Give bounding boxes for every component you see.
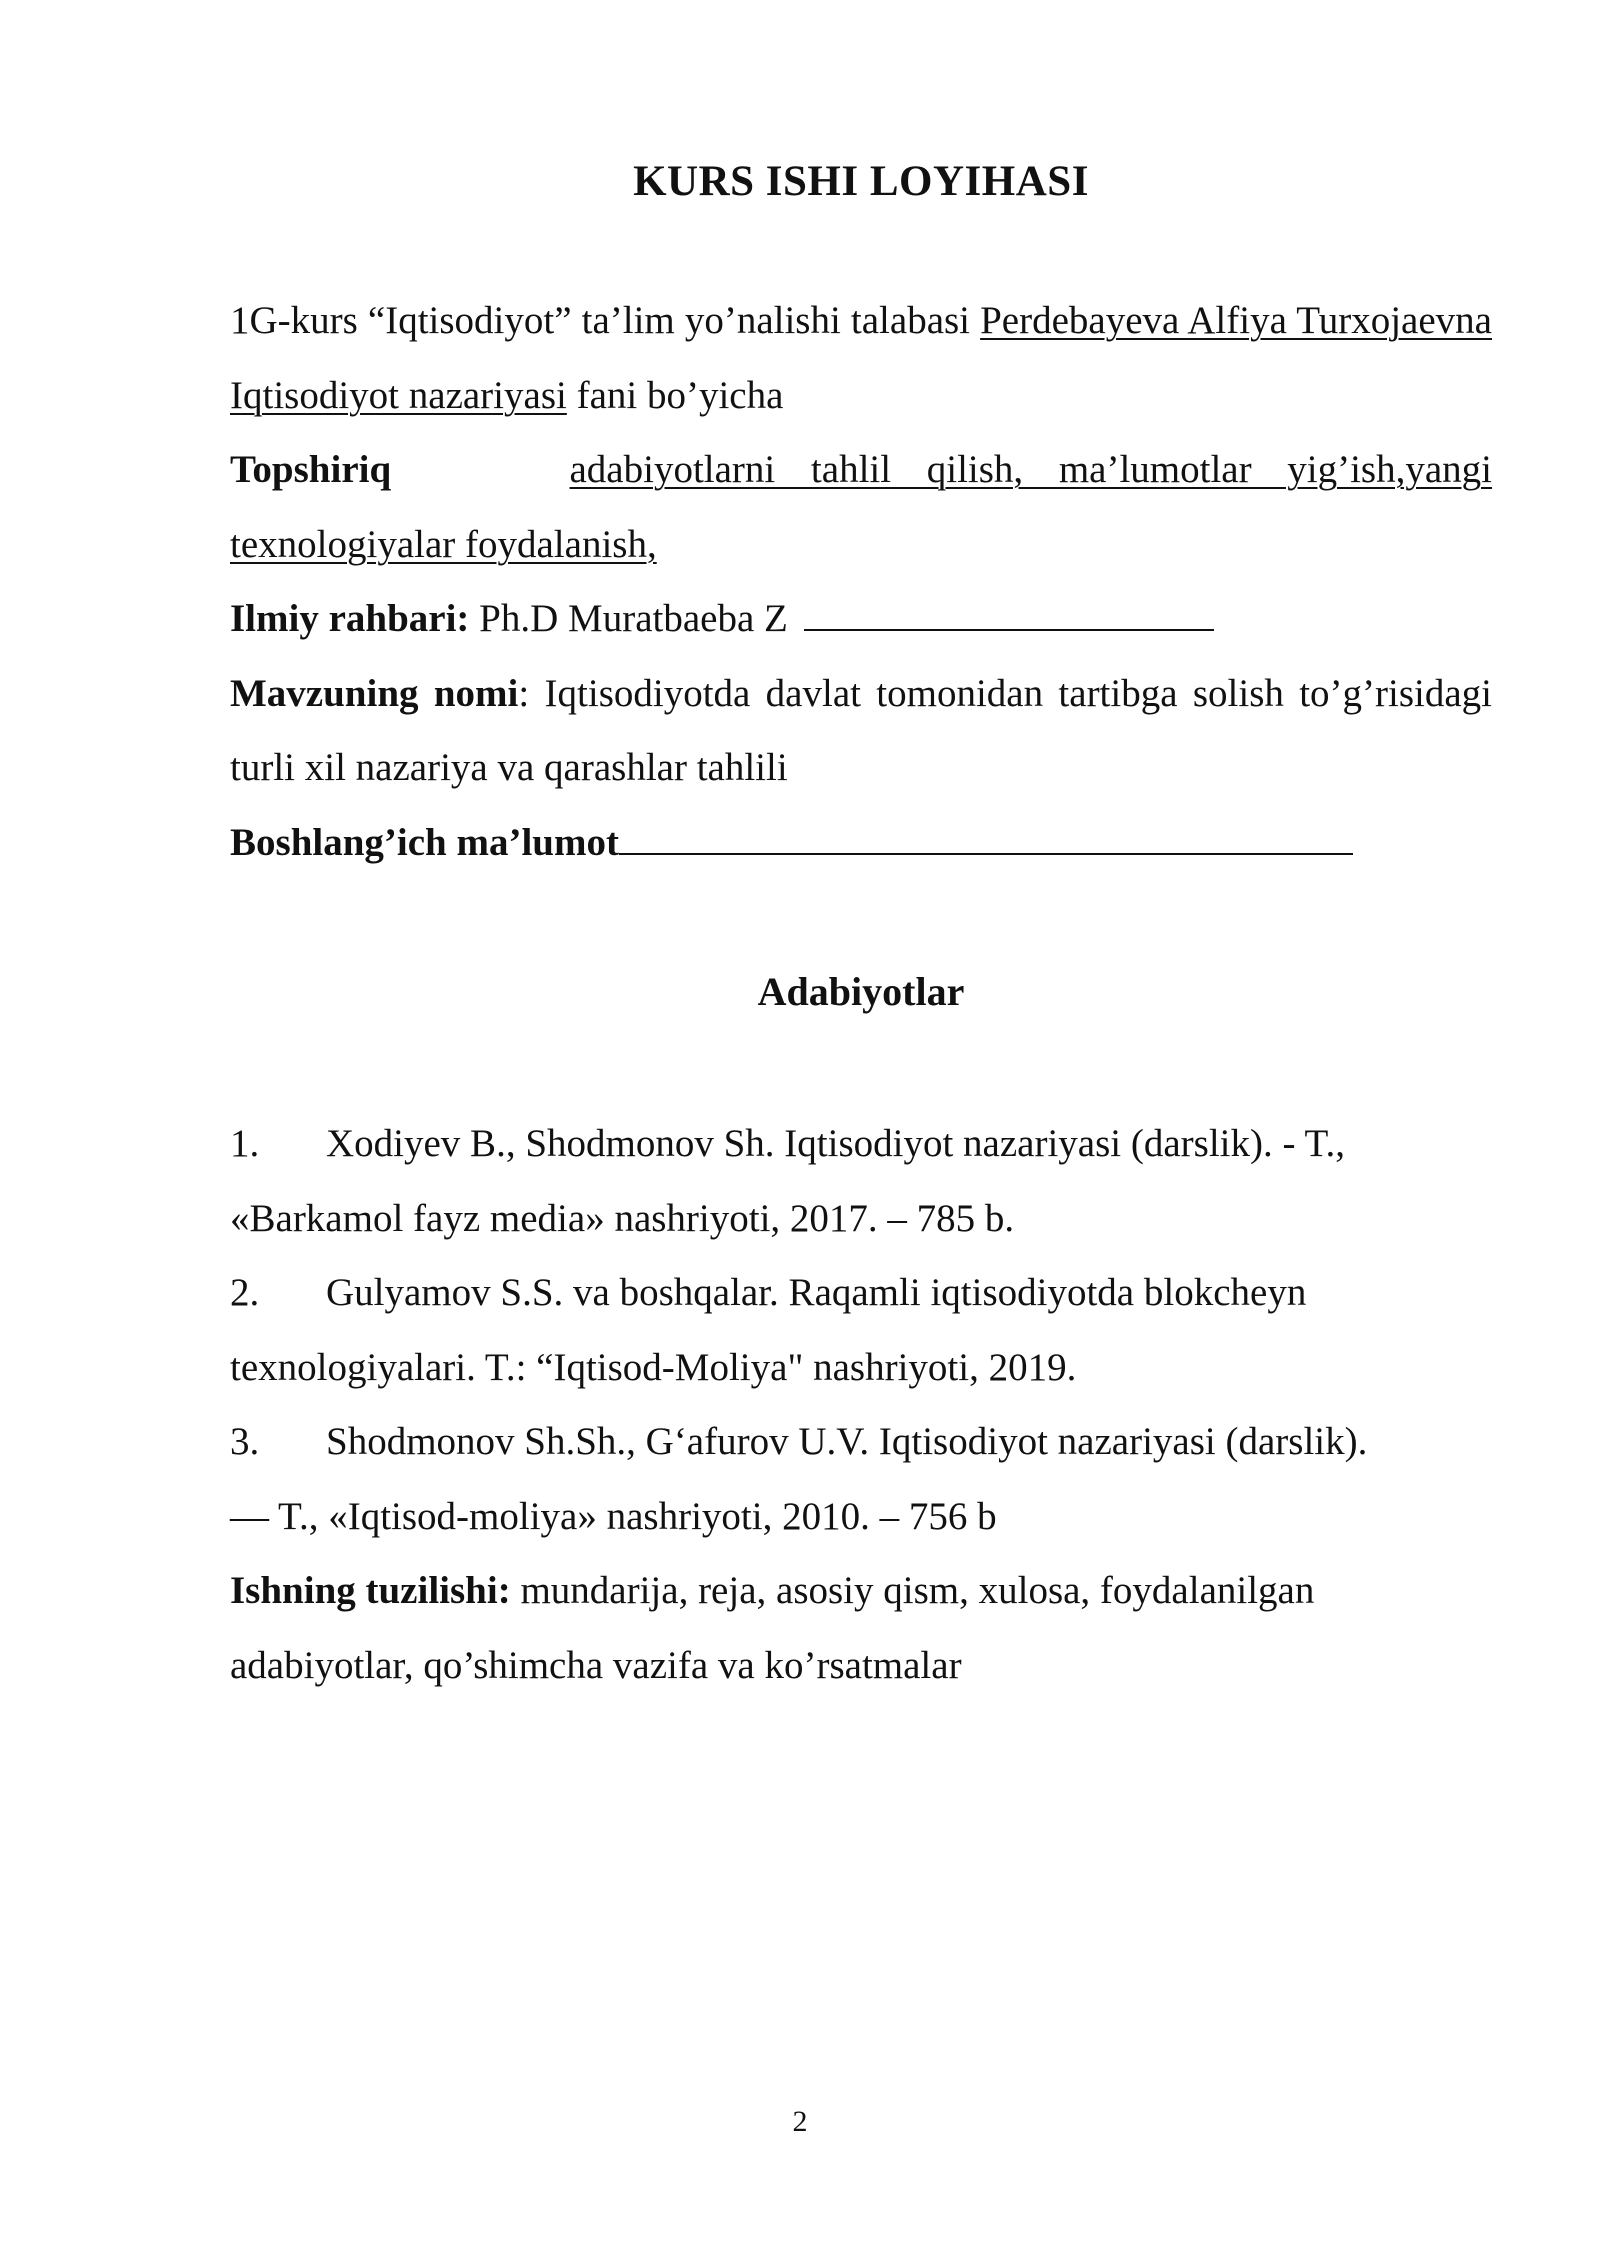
subject-name: Iqtisodiyot nazariyasi (230, 373, 567, 417)
structure-value: mundarija, reja, asosiy qism, xulosa, foydalanilgan adabiyotlar, qo’shimcha vazifa va ko’rsatmalar (230, 1569, 1315, 1687)
structure-label: Ishning tuzilishi: (230, 1569, 511, 1612)
reference-item-2 (230, 1256, 1492, 1331)
initial-data-blank (619, 823, 1353, 855)
reference-item-3 (230, 1405, 1492, 1480)
reference-item-1 (230, 1107, 1492, 1182)
reference-text: Xodiyev B., Shodmonov Sh. Iqtisodiyot nazariyasi (darslik). - T., (326, 1122, 1345, 1165)
task-label: Topshiriq (230, 448, 392, 491)
work-structure-paragraph (230, 1554, 1492, 1703)
reference-text: Gulyamov S.S. va boshqalar. Raqamli iqtisodiyotda blokcheyn (326, 1271, 1307, 1314)
intro-prefix: 1G-kurs “Iqtisodiyot” ta’lim yo’nalishi talabasi (230, 299, 981, 342)
student-name: Perdebayeva Alfiya Turxojaevna (980, 299, 1492, 342)
topic-label: Mavzuning nomi (230, 671, 519, 715)
references-heading: Adabiyotlar (757, 969, 965, 1014)
project-details (230, 284, 1492, 880)
document-title: KURS ISHI LOYIHASI (633, 158, 1089, 205)
supervisor-value: Ph.D Muratbaeba Z (469, 597, 798, 640)
initial-data-label: Boshlang’ich ma’lumot (230, 820, 619, 864)
initial-data-line (230, 806, 1492, 881)
reference-item-1-continuation: «Barkamol fayz media» nashriyoti, 2017. – 785 b. (230, 1196, 1015, 1240)
page-number: 2 (792, 2105, 808, 2138)
reference-number: 1. (230, 1122, 260, 1165)
references-list (230, 1107, 1492, 1703)
topic-paragraph (230, 657, 1492, 806)
reference-text: Shodmonov Sh.Sh., G‘afurov U.V. Iqtisodiyot nazariyasi (darslik). (326, 1420, 1368, 1463)
reference-number: 3. (230, 1420, 260, 1463)
reference-number: 2. (230, 1271, 260, 1314)
intro-paragraph (230, 284, 1492, 433)
task-value: adabiyotlarni tahlil qilish, ma’lumotlar yig’ish,yangi texnologiyalar foydalanish, (230, 448, 1493, 566)
topic-value: : Iqtisodiyotda davlat tomonidan tartibga solish to’g’risidagi turli xil nazariya va qarashlar tahlili (230, 671, 1492, 789)
reference-item-3-continuation: — T., «Iqtisod-moliya» nashriyoti, 2010. – 756 b (230, 1494, 997, 1538)
signature-blank (804, 599, 1214, 631)
task-paragraph (230, 433, 1492, 582)
reference-item-2-continuation: texnologiyalari. T.: “Iqtisod-Moliya" nashriyoti, 2019. (230, 1345, 1077, 1389)
supervisor-label: Ilmiy rahbari: (230, 597, 470, 640)
intro-suffix: fani bo’yicha (566, 373, 784, 417)
supervisor-line (230, 582, 1492, 657)
